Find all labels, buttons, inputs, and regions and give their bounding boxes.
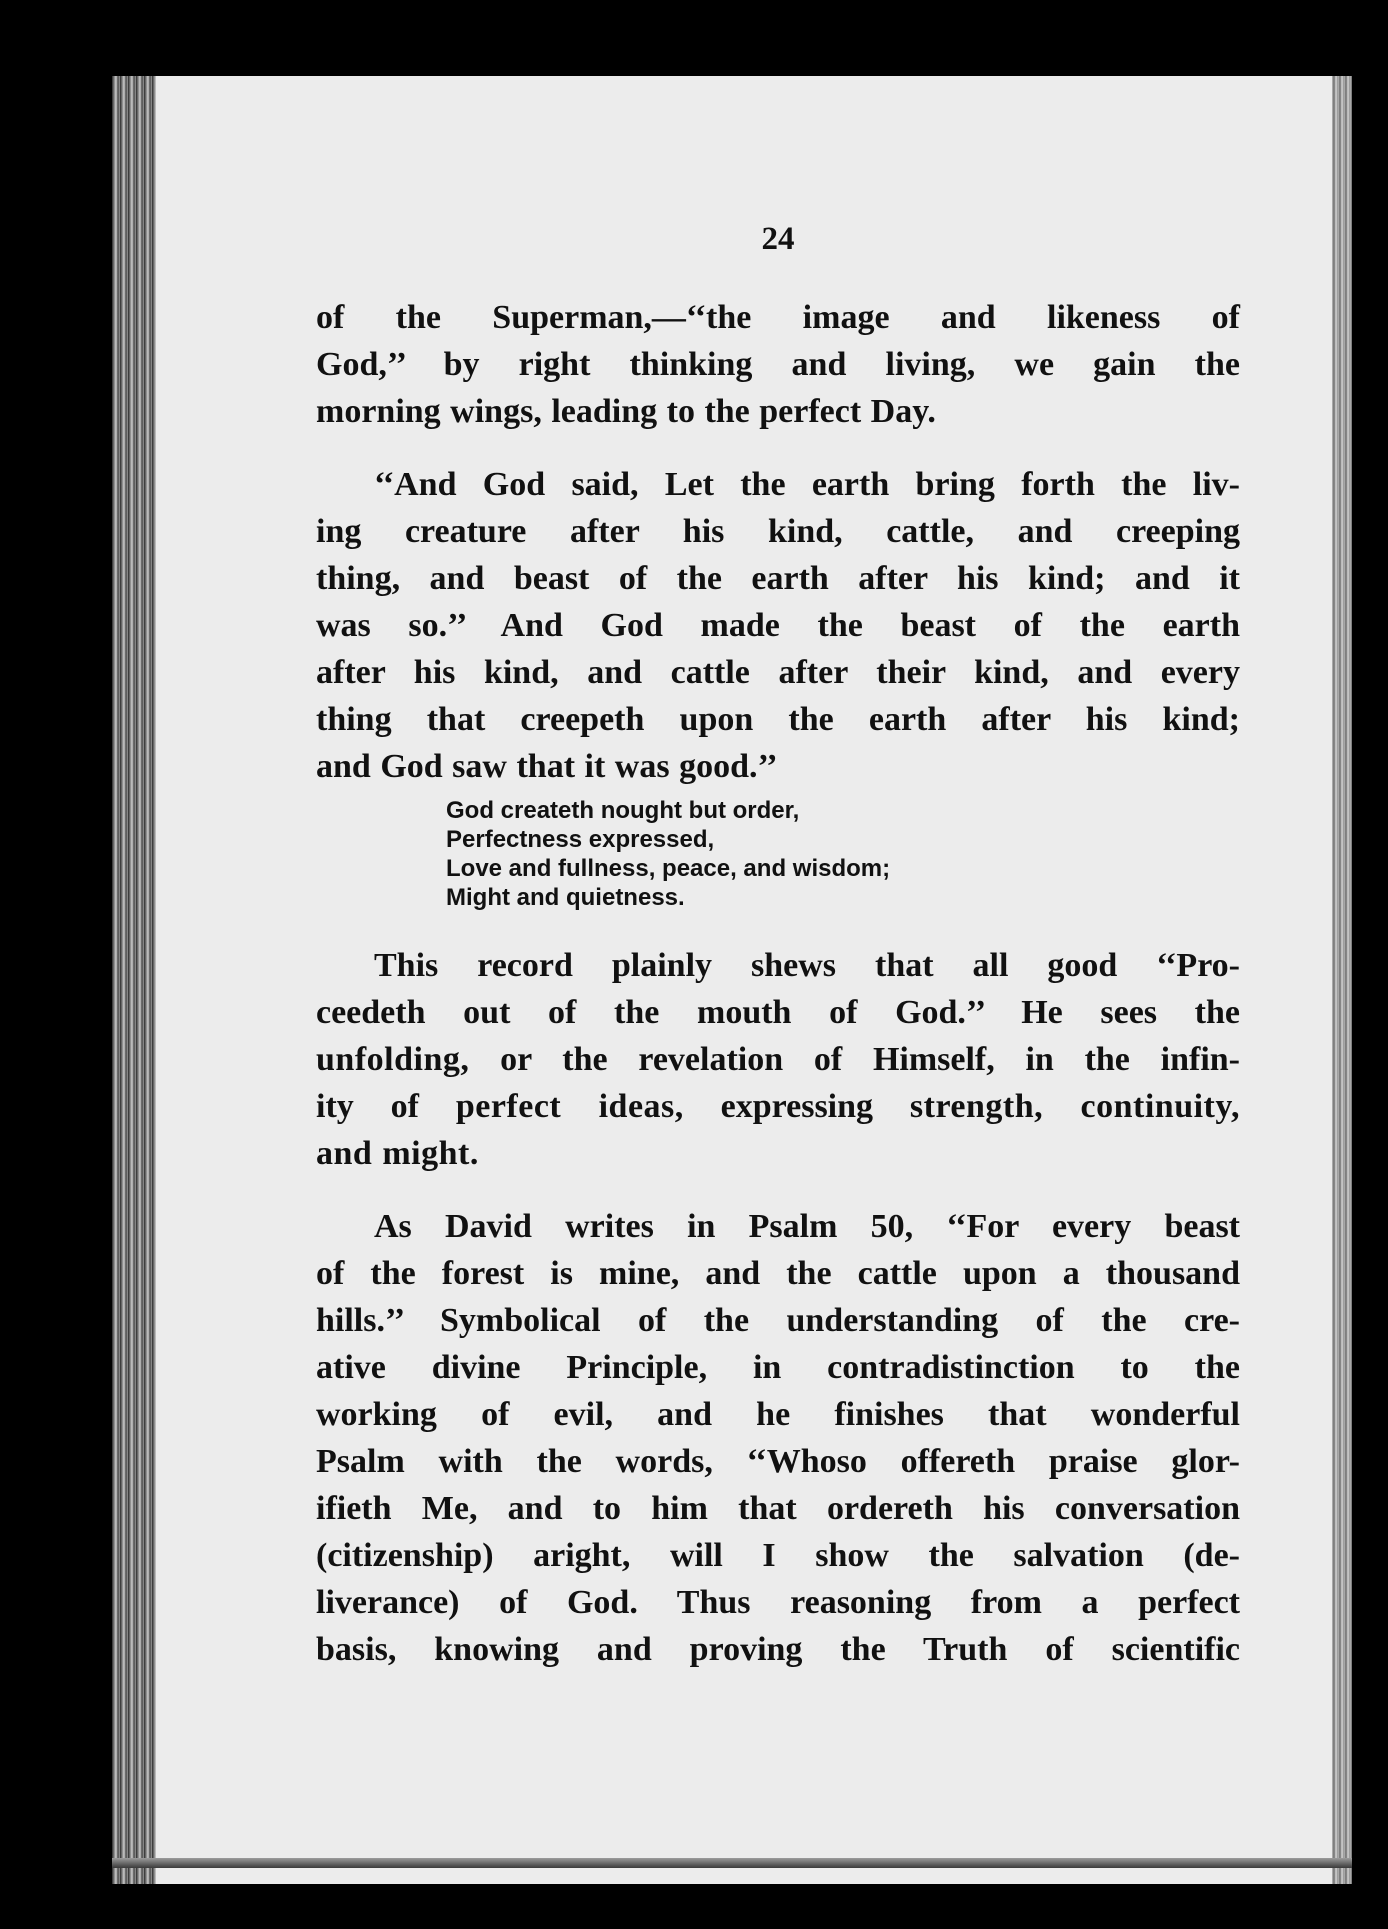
text-line: hills.’’ Symbolical of the understanding of the cre- xyxy=(316,1302,1240,1339)
text-line: and God saw that it was good.’’ xyxy=(316,748,778,785)
verse-line: Might and quietness. xyxy=(446,884,685,911)
page-bottom-edge xyxy=(112,1858,1352,1868)
page-binding-edge xyxy=(112,76,156,1884)
text-line: morning wings, leading to the perfect Day. xyxy=(316,393,936,430)
text-line: was so.’’ And God made the beast of the earth xyxy=(316,607,1240,644)
text-line: (citizenship) aright, will I show the salvation (de- xyxy=(316,1537,1240,1574)
text-line xyxy=(316,1036,1240,1083)
paragraph-1 xyxy=(316,294,1240,435)
text-line: after his kind, and cattle after their kind, and every xyxy=(316,654,1240,691)
text-line: basis, knowing and proving the Truth of scientific xyxy=(316,1631,1240,1668)
page-number: 24 xyxy=(761,221,795,257)
text-span: expressing xyxy=(683,1088,910,1125)
emphasis-text: unfolding, xyxy=(316,1041,470,1078)
paragraph-3 xyxy=(316,942,1240,1177)
page-fore-edge xyxy=(1332,76,1352,1884)
verse-quote xyxy=(446,796,1240,912)
paragraph-2 xyxy=(316,461,1240,790)
paragraph-4 xyxy=(316,1203,1240,1673)
text-line: of the Superman,—‘‘the image and likeness of xyxy=(316,299,1240,336)
text-line xyxy=(316,1083,1240,1130)
emphasis-text: and might. xyxy=(316,1135,479,1172)
text-line: Psalm with the words, ‘‘Whoso offereth praise glor- xyxy=(316,1443,1240,1480)
text-span: ity of xyxy=(316,1088,456,1125)
text-line: thing that creepeth upon the earth after his kind; xyxy=(316,701,1240,738)
text-line: ative divine Principle, in contradistinction to the xyxy=(316,1349,1240,1386)
text-line: ‘‘And God said, Let the earth bring forth the liv- xyxy=(374,466,1240,503)
text-line: working of evil, and he finishes that wonderful xyxy=(316,1396,1240,1433)
emphasis-text: strength, continuity, xyxy=(909,1088,1240,1125)
text-line: ifieth Me, and to him that ordereth his conversation xyxy=(316,1490,1240,1527)
page-text xyxy=(316,214,1240,1673)
text-line: of the forest is mine, and the cattle upon a thousand xyxy=(316,1255,1240,1292)
emphasis-text: perfect ideas, xyxy=(455,1088,684,1125)
text-span: or the revelation of Himself, in the infin- xyxy=(469,1041,1240,1078)
text-line: As David writes in Psalm 50, ‘‘For every beast xyxy=(374,1208,1240,1245)
text-line: liverance) of God. Thus reasoning from a perfect xyxy=(316,1584,1240,1621)
text-line: ing creature after his kind, cattle, and creeping xyxy=(316,513,1240,550)
text-line: God,’’ by right thinking and living, we gain the xyxy=(316,346,1240,383)
verse-line: Love and fullness, peace, and wisdom; xyxy=(446,855,891,882)
verse-line: Perfectness expressed, xyxy=(446,826,715,853)
text-line: This record plainly shews that all good ‘‘Pro- xyxy=(374,947,1240,984)
text-line: ceedeth out of the mouth of God.’’ He sees the xyxy=(316,994,1240,1031)
text-line: thing, and beast of the earth after his kind; and it xyxy=(316,560,1240,597)
verse-line: God createth nought but order, xyxy=(446,797,800,824)
